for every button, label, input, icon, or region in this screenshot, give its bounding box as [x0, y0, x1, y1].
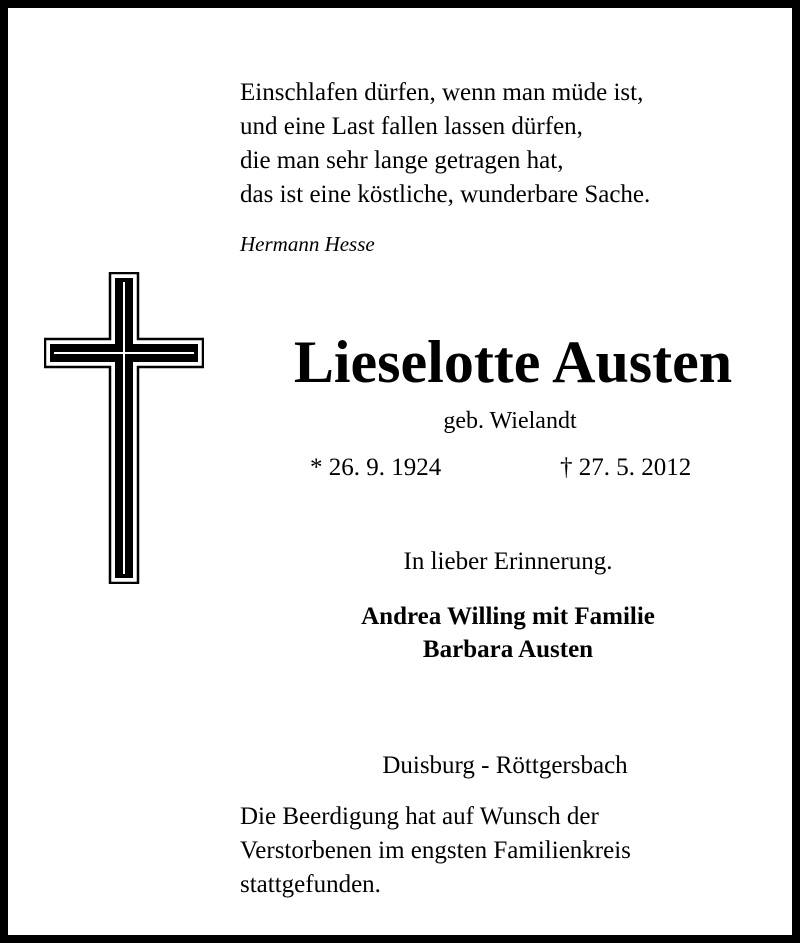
- poem-line: Einschlafen dürfen, wenn man müde ist,: [240, 79, 644, 106]
- birth-date: * 26. 9. 1924: [310, 454, 442, 481]
- poem-quote: [240, 76, 650, 212]
- poem-line: das ist eine köstliche, wunderbare Sache.: [240, 181, 651, 208]
- place: Duisburg - Röttgersbach: [382, 752, 628, 779]
- poem-author: Hermann Hesse: [240, 232, 375, 256]
- mourner-name: Barbara Austen: [422, 636, 594, 663]
- poem-line: und eine Last fallen lassen dürfen,: [240, 113, 583, 140]
- notice-line: stattgefunden.: [240, 871, 381, 898]
- maiden-name: geb. Wielandt: [443, 408, 577, 434]
- funeral-notice: [240, 800, 631, 902]
- notice-line: Die Beerdigung hat auf Wunsch der: [240, 803, 599, 830]
- death-date: † 27. 5. 2012: [560, 454, 692, 481]
- poem-line: die man sehr lange getragen hat,: [240, 147, 564, 174]
- mourner-name: Andrea Willing mit Familie: [361, 603, 655, 630]
- cross-icon: [44, 272, 204, 584]
- deceased-name: Lieselotte Austen: [293, 329, 733, 395]
- memory-line: In lieber Erinnerung.: [403, 548, 613, 575]
- mourners-list: [240, 600, 776, 666]
- notice-line: Verstorbenen im engsten Familienkreis: [240, 837, 631, 864]
